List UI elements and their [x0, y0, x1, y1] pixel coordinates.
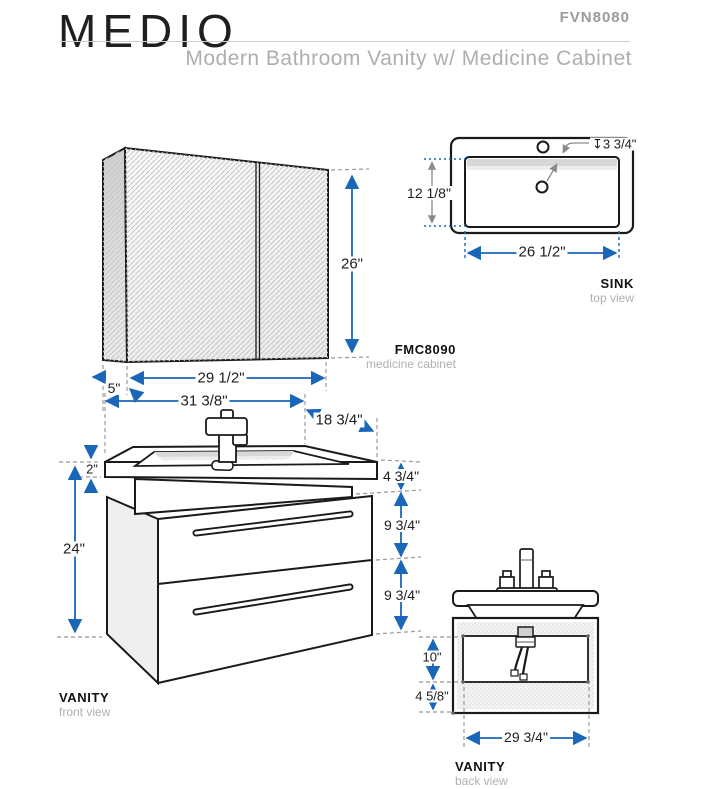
vanity-front-label-block: [59, 691, 110, 720]
medicine-cabinet-label-block: [366, 343, 456, 372]
medicine-cabinet-sublabel: medicine cabinet: [365, 356, 456, 371]
header-divider: [60, 41, 630, 42]
dim-base-height: 4 5/8": [415, 688, 449, 704]
vanity-front-label: VANITY: [59, 690, 110, 705]
dim-cabinet-depth: 5": [107, 380, 121, 396]
dim-vanity-depth: 18 3/4": [315, 411, 363, 429]
sink-sublabel: top view: [589, 290, 634, 305]
drain-hole: [537, 182, 548, 193]
faucet-back: [497, 549, 557, 594]
model-number: FVN8080: [559, 9, 630, 26]
dim-bottom-drawer: 9 3/4": [383, 587, 421, 603]
page-subtitle: Modern Bathroom Vanity w/ Medicine Cabinet: [185, 47, 632, 70]
sink-top-view-drawing: [451, 138, 633, 233]
dim-top-drawer: 9 3/4": [383, 517, 421, 533]
vanity-front-sublabel: front view: [59, 704, 111, 719]
dim-sink-width: 12 1/8": [407, 185, 451, 201]
sink-label: SINK: [600, 276, 634, 291]
vanity-back-view-drawing: [451, 549, 598, 715]
vanity-cabinet-side: [107, 497, 158, 683]
page-title: MEDIO: [58, 5, 239, 57]
vanity-back-label-block: [455, 760, 508, 789]
dim-opening-height: 10": [422, 649, 442, 665]
dim-cabinet-width: 29 1/2": [197, 369, 245, 387]
sink-profile: [453, 591, 598, 606]
medicine-cabinet-model: FMC8090: [394, 342, 456, 357]
dim-opening-width: 29 3/4": [504, 729, 548, 745]
dim-sink-length: 26 1/2": [518, 243, 566, 261]
dim-sink-section: 4 3/4": [382, 468, 420, 484]
vanity-back-sublabel: back view: [455, 773, 508, 788]
dim-countertop-thickness: 2": [86, 461, 98, 477]
vanity-front-view-drawing: [105, 410, 377, 683]
sink-label-block: [590, 277, 634, 306]
dim-sink-depth: ↧3 3/4": [592, 136, 637, 152]
faucet-hole: [538, 142, 549, 153]
dim-vanity-width: 31 3/8": [180, 392, 228, 410]
dim-cabinet-height: 26": [340, 255, 364, 273]
vanity-back-label: VANITY: [455, 759, 506, 774]
dim-vanity-height: 24": [62, 540, 86, 558]
medicine-cabinet-drawing: [103, 148, 328, 362]
